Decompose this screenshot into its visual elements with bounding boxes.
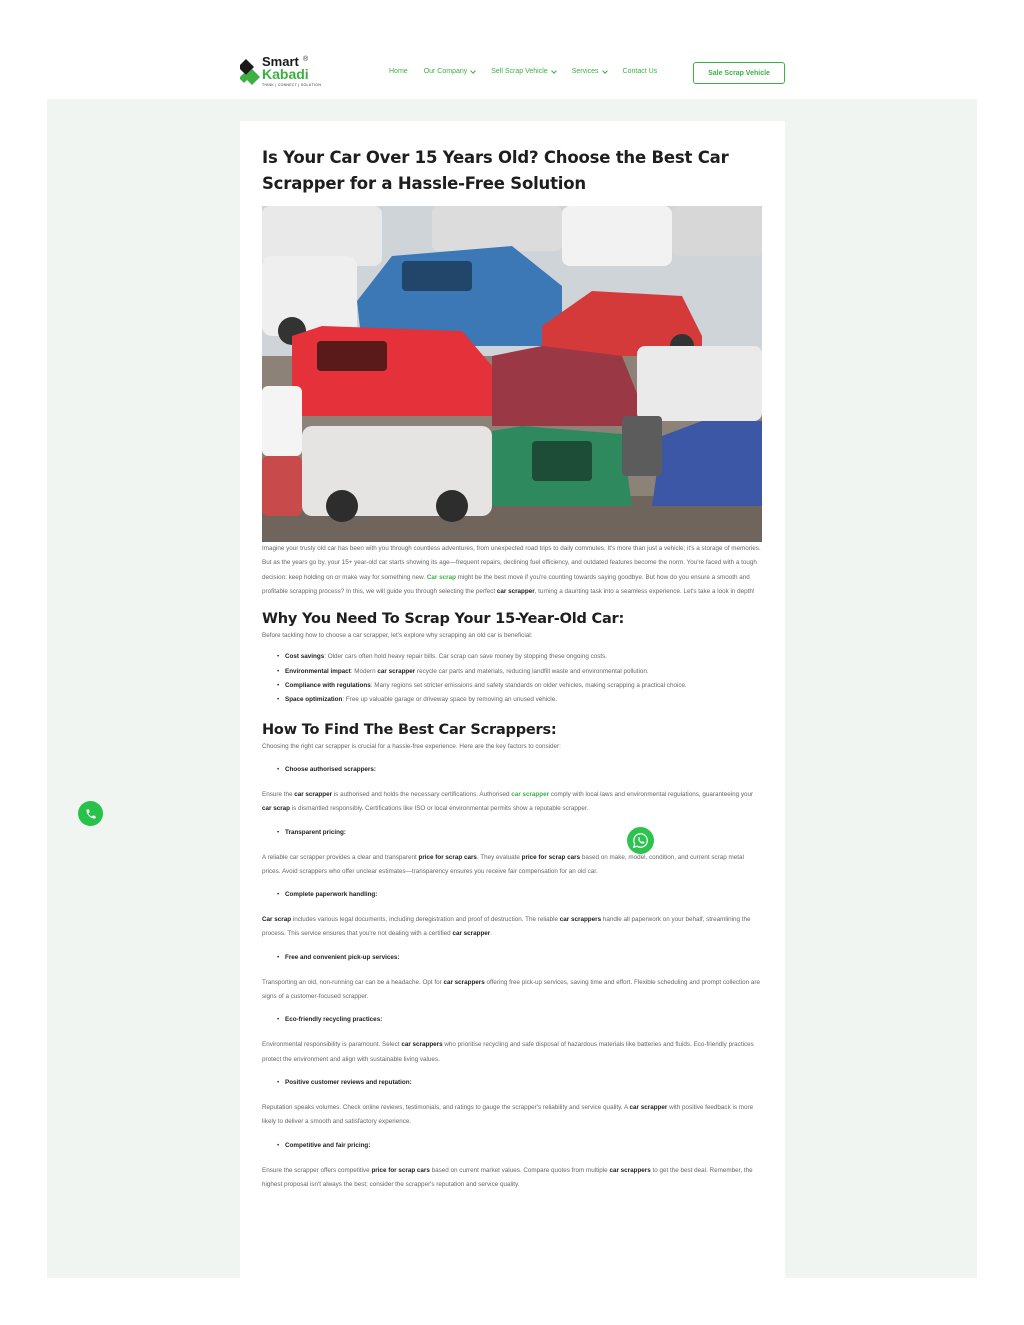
why-lead: Before tackling how to choose a car scrapper, let's explore why scrapping an old car is beneficial: (262, 632, 533, 640)
logo-mark-icon (240, 59, 262, 87)
list-item-label: Cost savings (285, 653, 325, 661)
factors-list (262, 763, 762, 1192)
article-card (240, 121, 785, 1278)
list-item-text: recycle car parts and materials, reducing landfill waste and environmental pollution. (415, 667, 649, 675)
factor-text: . They evaluate (476, 853, 522, 861)
list-item-label: Environmental impact (285, 667, 351, 675)
factor-bold-text: car scrappers (559, 916, 602, 924)
sale-scrap-vehicle-button[interactable]: Sale Scrap Vehicle (693, 62, 785, 84)
factor-title: • Eco-friendly recycling practices: (285, 1013, 762, 1027)
factor-heading-list (262, 1139, 762, 1153)
factor-bold-text: car scrappers (443, 978, 485, 986)
site-header (47, 48, 977, 99)
factor-bold-text: car scrappers (401, 1041, 443, 1049)
factor-bold-text: car scrapper (294, 790, 333, 798)
factor-text: is authorised and holds the necessary certifications. Authorised (332, 790, 512, 798)
car-scrap-link[interactable]: Car scrap (426, 573, 456, 581)
list-item-text: : Modern (350, 667, 378, 675)
factor-bold-text: car scrapper (629, 1103, 668, 1111)
factor-paragraph (262, 788, 762, 817)
nav-item-home[interactable] (389, 68, 408, 75)
factor-text: . (490, 930, 493, 938)
factor-title: • Positive customer reviews and reputation: (285, 1076, 762, 1090)
phone-icon (85, 808, 97, 820)
factor-bold-text: car scrap (262, 805, 291, 813)
factor-text: Ensure the scrapper offers competitive (262, 1166, 372, 1174)
brand-name-line2: Kabadi (262, 66, 309, 82)
factor-paragraph (262, 976, 762, 1005)
factor-link[interactable]: car scrapper (511, 790, 550, 798)
how-heading: How To Find The Best Car Scrappers: (262, 721, 557, 738)
why-list (262, 650, 762, 707)
brand-name-line1: Smart (262, 54, 299, 69)
article-content (262, 145, 762, 1192)
factor-text: includes various legal documents, including deregistration and proof of destruction. The reliable (291, 916, 560, 924)
intro-text-3: , turning a daunting task into a seamless experience. Let's take a look in depth! (534, 587, 755, 595)
factor-title: • Complete paperwork handling: (285, 888, 762, 902)
factor-text: Transporting an old, non-running car can be a headache. Opt for (262, 978, 444, 986)
nav-item-label: Sell Scrap Vehicle (491, 68, 548, 75)
factor-bold-text: car scrappers (609, 1166, 651, 1174)
why-heading: Why You Need To Scrap Your 15-Year-Old Car: (262, 611, 625, 628)
nav-item-label: Home (389, 68, 408, 75)
nav-item-our-company[interactable] (424, 68, 476, 75)
factor-text: comply with local laws and environmental regulations, guaranteeing your (549, 790, 754, 798)
registered-mark: ® (303, 56, 309, 63)
factor-paragraph (262, 851, 762, 880)
factor-text: handle all paperwork on your behalf, streamlining the process. This service ensures that you're not dealing with a certified (262, 916, 751, 938)
factor-bold-text: price for scrap cars (521, 853, 581, 861)
factor-heading-list (262, 1013, 762, 1027)
factor-text: based on make, model, condition, and current scrap metal prices. Avoid scrappers who offer unclear estimates—transparency ensures you receive fair compensation for an old car. (262, 853, 744, 875)
factor-text: is dismantled responsibly. Certifications like ISO or local environmental permits show a reputable scrapper. (290, 805, 589, 813)
intro-text-2: might be the best move if you're counting towards saying goodbye. But how do you ensure a smooth and profitable scrapping process? In this, we will guide you through selecting the perfect (262, 573, 750, 595)
list-item-text: : Free up valuable garage or driveway space by removing an unused vehicle. (342, 696, 557, 704)
article-title: Is Your Car Over 15 Years Old? Choose the Best Car Scrapper for a Hassle-Free Solution (262, 148, 729, 193)
factor-text: Ensure the (262, 790, 295, 798)
factor-text: to get the best deal. Remember, the highest proposal isn't always the best; consider the scrapper's reputation and service quality. (262, 1166, 753, 1188)
list-item-label: Compliance with regulations (285, 682, 371, 690)
nav-item-contact-us[interactable] (623, 68, 658, 75)
factor-title: • Free and convenient pick-up services: (285, 951, 762, 965)
chevron-down-icon (470, 68, 476, 74)
list-item (285, 679, 762, 693)
factor-paragraph (262, 1038, 762, 1067)
nav-item-label: Contact Us (622, 68, 658, 75)
factor-heading-list (262, 1076, 762, 1090)
main-nav (389, 68, 673, 75)
list-item (285, 650, 762, 664)
intro-bold-1: car scrapper (496, 587, 535, 595)
nav-item-label: Our Company (423, 68, 468, 75)
factor-bold-text: Car scrap (262, 916, 292, 924)
list-item (285, 693, 762, 707)
page-background (47, 48, 977, 1278)
factor-heading-list (262, 888, 762, 902)
factor-bold-text: price for scrap cars (371, 1166, 430, 1174)
factor-text: offering free pick-up services, saving time and effort. Flexible scheduling and prompt collection are signs of a customer-focused scrapper. (262, 978, 760, 1001)
factor-bold-text: car scrapper (452, 930, 491, 938)
brand-logo[interactable] (240, 56, 320, 90)
factor-text: who prioritise recycling and safe disposal of hazardous materials like batteries and fluids. Eco-friendly practices protect the environment and align with sustainable living values. (262, 1041, 754, 1063)
hero-image (262, 206, 762, 542)
nav-item-label: Services (571, 68, 599, 75)
call-button[interactable] (78, 801, 103, 826)
factor-heading-list (262, 763, 762, 777)
factor-heading-list (262, 826, 762, 840)
whatsapp-button[interactable] (627, 827, 654, 854)
factor-text: based on current market values. Compare quotes from multiple (429, 1166, 610, 1174)
intro-text-1: Imagine your trusty old car has been with you through countless adventures, from unexpected road trips to daily commutes. It's more than just a vehicle; it's a storage of memories. But as the years go by, your 15+ year-old car starts showing its age—frequent repairs, declining fuel efficiency, and outdated features become the norm. You're faced with a tough decision: keep holding on or make way for something new. (262, 545, 761, 581)
scrap-cars-illustration (262, 206, 762, 542)
chevron-down-icon (551, 68, 557, 74)
list-item-text: : Older cars often hold heavy repair bills. Car scrap can save money by stopping these ongoing costs. (324, 653, 608, 661)
list-item-text: : Many regions set stricter emissions and safety standards on older vehicles, making scrapping a practical choice. (370, 682, 687, 690)
intro-paragraph (262, 542, 762, 599)
factor-paragraph (262, 1164, 762, 1193)
nav-item-sell-scrap-vehicle[interactable] (491, 68, 555, 75)
how-lead: Choosing the right car scrapper is crucial for a hassle-free experience. Here are the key factors to consider: (262, 742, 561, 750)
factor-text: Environmental responsibility is paramount. Select (262, 1041, 402, 1049)
nav-item-services[interactable] (572, 68, 607, 75)
factor-title: • Transparent pricing: (285, 826, 762, 840)
factor-heading-list (262, 951, 762, 965)
brand-tagline: THINK | CONNECT | SOLUTION (262, 83, 322, 87)
factor-text: with positive feedback is more likely to deliver a smooth and satisfactory experience. (262, 1103, 754, 1126)
factor-text: Reputation speaks volumes. Check online reviews, testimonials, and ratings to gauge the scrapper's reliability and service quality. A (262, 1103, 630, 1111)
list-item (285, 665, 762, 679)
factor-bold-text: price for scrap cars (418, 853, 477, 861)
brand-wordmark (262, 56, 309, 80)
factor-text: A reliable car scrapper provides a clear and transparent (262, 853, 419, 861)
list-item-bold: car scrapper (377, 667, 416, 675)
chevron-down-icon (602, 68, 608, 74)
whatsapp-icon (632, 832, 649, 849)
factor-paragraph (262, 913, 762, 942)
factor-title: • Competitive and fair pricing: (285, 1139, 762, 1153)
factor-title: • Choose authorised scrappers: (285, 763, 762, 777)
factor-paragraph (262, 1101, 762, 1130)
list-item-label: Space optimization (285, 696, 343, 704)
